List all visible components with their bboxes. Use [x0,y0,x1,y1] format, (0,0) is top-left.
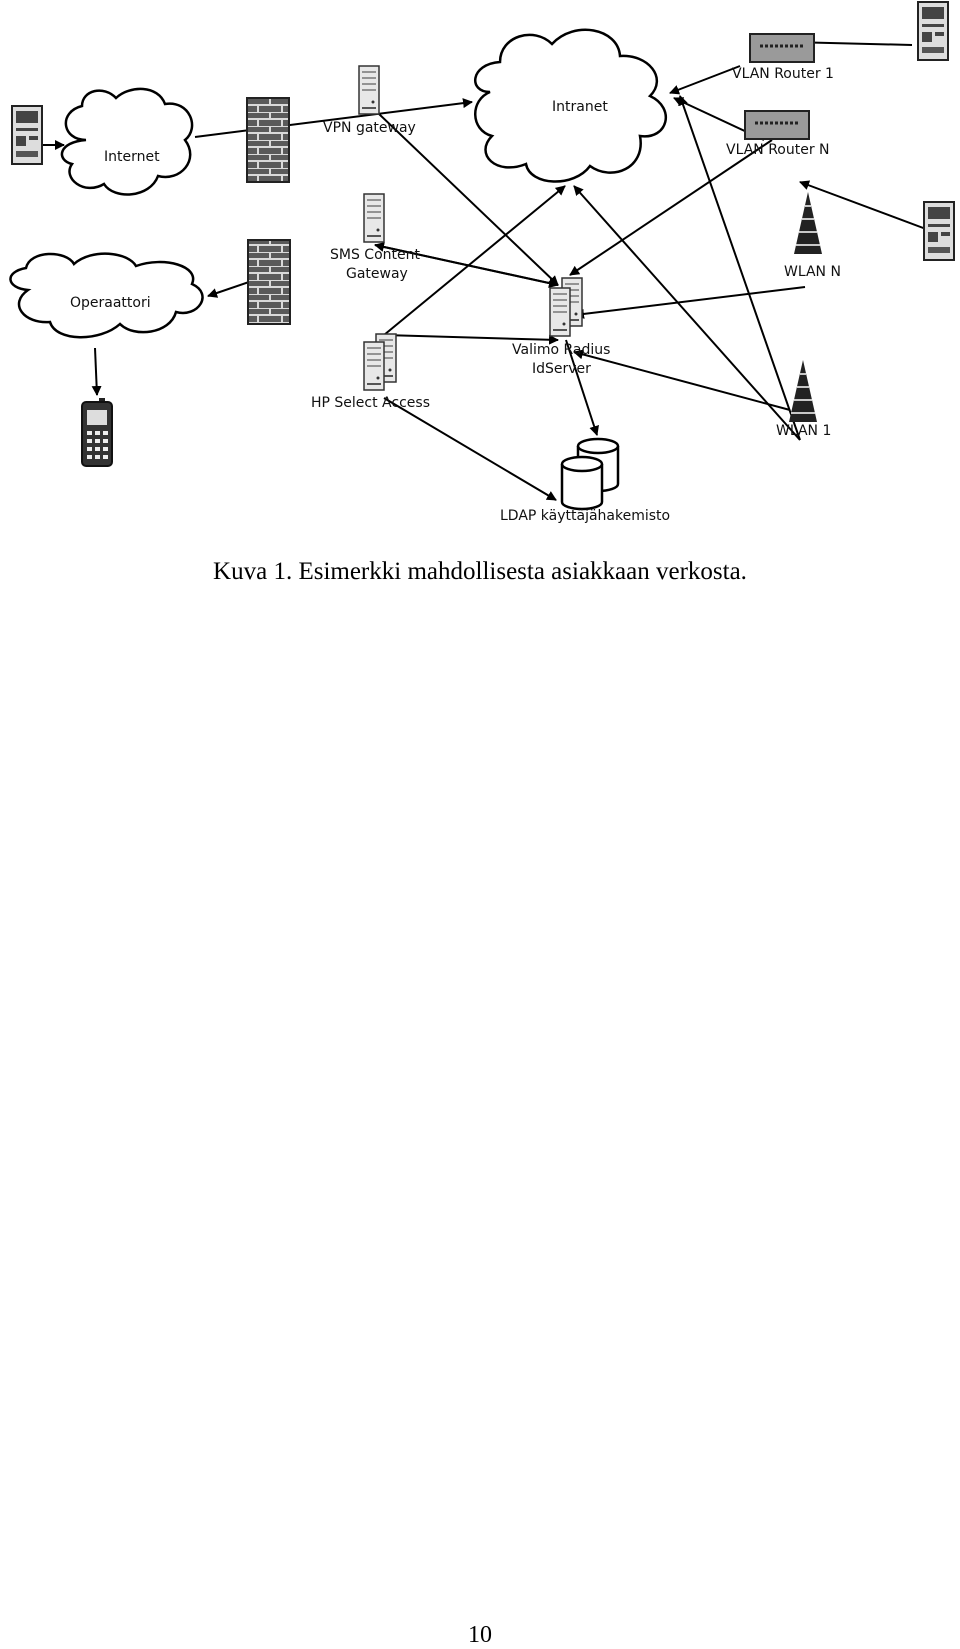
radius-server-icon [550,278,582,336]
mobile-phone-icon [82,398,112,466]
vlan-router-1-icon [750,34,814,62]
vpn-gateway-server-icon [359,66,379,114]
network-diagram [0,0,960,530]
workstation-right-icon [924,202,954,260]
wlan-1-tower-icon [789,360,817,422]
ldap-database-icon [562,439,618,509]
vpn-gateway-label: VPN gateway [323,120,416,136]
workstation-left-icon [12,106,42,164]
internet-cloud [62,89,192,195]
vlan-router-n-label: VLAN Router N [726,142,830,158]
operaattori-label: Operaattori [70,295,151,311]
sms-gateway-label-line2: Gateway [346,266,408,282]
hp-select-access-label: HP Select Access [311,395,430,411]
ldap-label: LDAP käyttäjähakemisto [500,508,671,524]
firewall-top [247,98,289,182]
page-number: 10 [468,1622,492,1648]
workstation-top-right-icon [918,2,948,60]
wlan-n-label: WLAN N [784,264,841,280]
vlan-router-n-icon [745,111,809,139]
hp-select-access-server-icon [364,334,396,390]
firewall-bottom [248,240,290,324]
radius-label-line1: Valimo Radius [512,342,611,358]
internet-label: Internet [104,149,160,165]
intranet-label: Intranet [552,99,608,115]
sms-gateway-server-icon [364,194,384,242]
radius-label-line2: IdServer [532,361,591,377]
wlan-n-tower-icon [794,192,822,254]
wlan-1-label: WLAN 1 [776,423,832,439]
sms-gateway-label-line1: SMS Content [330,247,420,263]
vlan-router-1-label: VLAN Router 1 [732,66,834,82]
figure-caption: Kuva 1. Esimerkki mahdollisesta asiakkaan verkosta. [213,558,747,585]
